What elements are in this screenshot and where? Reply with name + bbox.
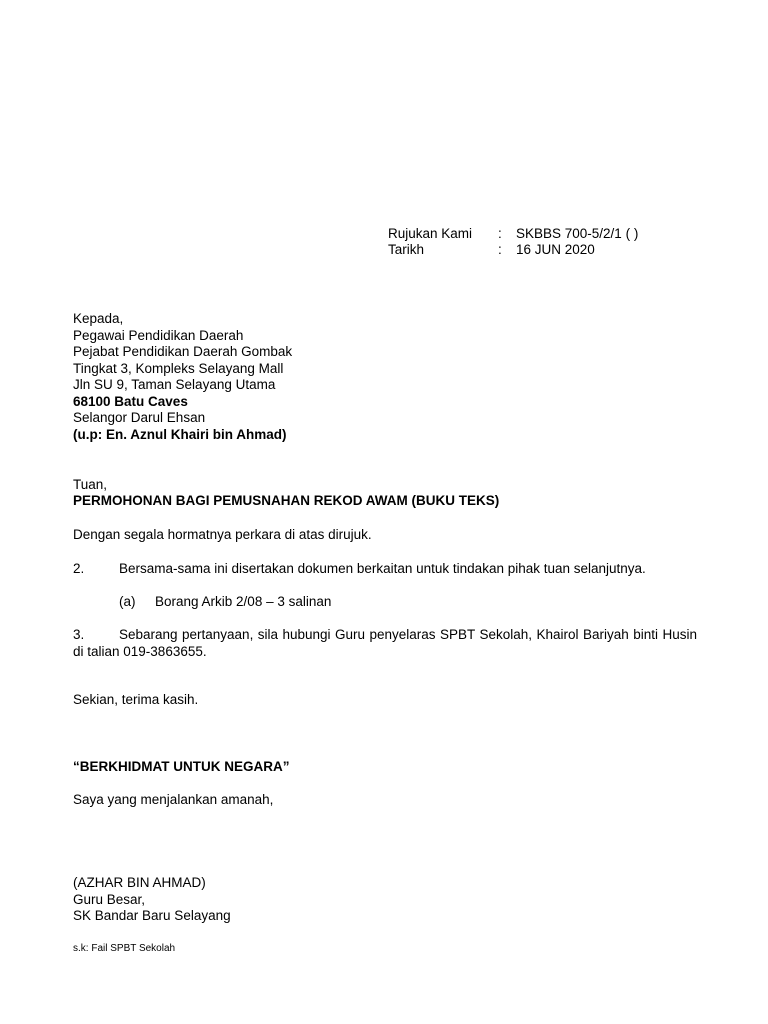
- signatory-name: (AZHAR BIN AHMAD): [73, 875, 206, 890]
- date-label: Tarikh: [388, 242, 425, 257]
- paragraph-3-number: 3.: [73, 627, 85, 642]
- paragraph-3-text: Sebarang pertanyaan, sila hubungi Guru penyelaras SPBT Sekolah, Khairol Bariyah binti Husin di talian 019-3863655.: [73, 627, 697, 659]
- list-item-a-text: Borang Arkib 2/08 – 3 salinan: [155, 594, 332, 609]
- carbon-copy-note: s.k: Fail SPBT Sekolah: [73, 943, 176, 954]
- recipient-line: Tingkat 3, Kompleks Selayang Mall: [73, 360, 284, 376]
- paragraph-2-text: Bersama-sama ini disertakan dokumen berkaitan untuk tindakan pihak tuan selanjutnya.: [119, 561, 646, 576]
- subject-line: PERMOHONAN BAGI PEMUSNAHAN REKOD AWAM (BUKU TEKS): [73, 493, 500, 508]
- motto: “BERKHIDMAT UNTUK NEGARA”: [73, 759, 290, 774]
- date-value: 16 JUN 2020: [516, 242, 595, 257]
- recipient-postcode-city: 68100 Batu Caves: [73, 393, 188, 409]
- signatory-block: [73, 875, 697, 925]
- recipient-attention: (u.p: En. Aznul Khairi bin Ahmad): [73, 426, 287, 442]
- paragraph-1: Dengan segala hormatnya perkara di atas dirujuk.: [73, 527, 372, 542]
- signatory-title: Guru Besar,: [73, 891, 146, 907]
- recipient-address: [73, 311, 292, 443]
- reference-colon: :: [498, 226, 502, 241]
- reference-row-ours: [388, 226, 638, 242]
- trust-line: Saya yang menjalankan amanah,: [73, 792, 274, 807]
- list-item-a: [119, 594, 679, 611]
- reference-label: Rujukan Kami: [388, 226, 473, 241]
- recipient-line: Pejabat Pendidikan Daerah Gombak: [73, 344, 293, 359]
- recipient-state: Selangor Darul Ehsan: [73, 410, 206, 425]
- recipient-line: Pegawai Pendidikan Daerah: [73, 327, 244, 343]
- date-colon: :: [498, 242, 502, 257]
- reference-value: SKBBS 700-5/2/1 ( ): [516, 226, 639, 241]
- signatory-school: SK Bandar Baru Selayang: [73, 908, 231, 923]
- paragraph-3: [73, 627, 697, 660]
- paragraph-2: [73, 561, 697, 578]
- reference-block: [388, 226, 638, 258]
- recipient-line: Jln SU 9, Taman Selayang Utama: [73, 377, 276, 392]
- reference-row-date: [388, 242, 638, 258]
- paragraph-2-number: 2.: [73, 561, 85, 576]
- salutation: Tuan,: [73, 477, 108, 492]
- closing-remark: Sekian, terima kasih.: [73, 692, 199, 707]
- to-salutation: Kepada,: [73, 311, 124, 326]
- list-item-a-label: (a): [119, 594, 136, 609]
